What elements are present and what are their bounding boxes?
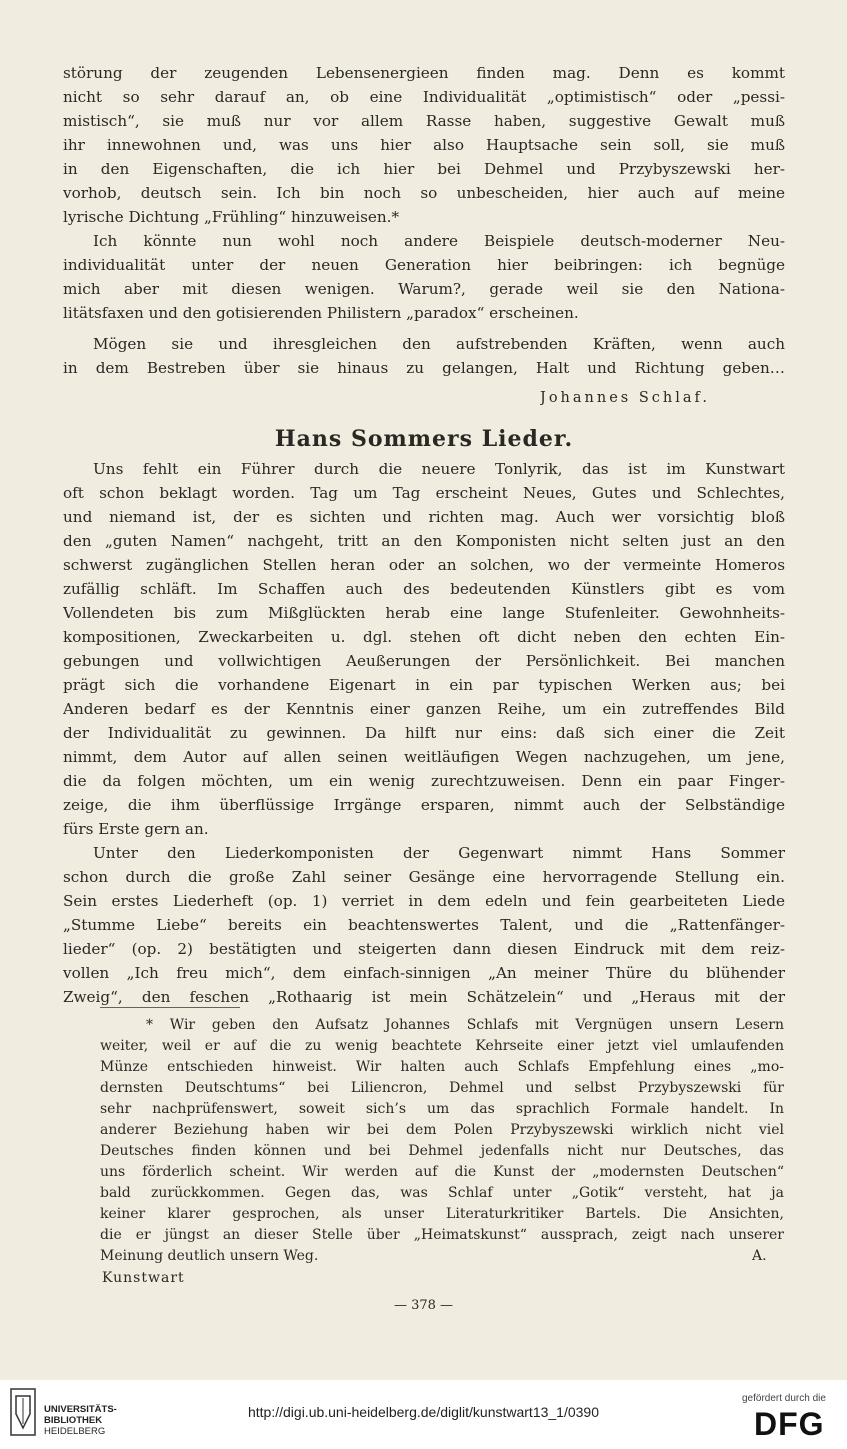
footnote-line: weiter, weil er auf die zu wenig beachtete Kehrseite einer jetzt viel umlaufenden	[100, 1038, 784, 1054]
text-line: und niemand ist, der es sichten und richten mag. Auch wer vorsichtig bloß	[63, 508, 785, 526]
text-line: individualität unter der neuen Generation hier beibringen: ich begnüge	[63, 256, 785, 274]
text-line: vollen „Ich freu mich“, dem einfach-sinnigen „An meiner Thüre du blühender	[63, 964, 785, 982]
institution-line: UNIVERSITÄTS-	[44, 1404, 117, 1415]
text-line: nimmt, dem Autor auf allen seinen weitläufigen Wegen nachzugehen, um jene,	[63, 748, 785, 766]
footnote-line: Deutsches finden können und bei Dehmel jedenfalls nicht nur Deutsches, das	[100, 1143, 784, 1159]
author-signature: Johannes Schlaf.	[540, 390, 710, 406]
footnote-line: die er jüngst an dieser Stelle über „Heimatskunst“ aussprach, zeigt nach unserer	[100, 1227, 784, 1243]
text-line: lyrische Dichtung „Frühling“ hinzuweisen.*	[63, 208, 400, 226]
text-line: prägt sich die vorhandene Eigenart in ein par typischen Werken aus; bei	[63, 676, 785, 694]
text-line: vorhob, deutsch sein. Ich bin noch so unbescheiden, hier auch auf meine	[63, 184, 785, 202]
text-line: Mögen sie und ihresgleichen den aufstrebenden Kräften, wenn auch	[93, 335, 785, 353]
text-line: der Individualität zu gewinnen. Da hilft nur eins: daß sich einer die Zeit	[63, 724, 785, 742]
text-line: Ich könnte nun wohl noch andere Beispiele deutsch-moderner Neu-	[93, 232, 785, 250]
text-line: zeige, die ihm überflüssige Irrgänge ersparen, nimmt auch der Selbständige	[63, 796, 785, 814]
text-line: lieder“ (op. 2) bestätigten und steigerten dann diesen Eindruck mit dem reiz-	[63, 940, 785, 958]
text-line: in dem Bestreben über sie hinaus zu gelangen, Halt und Richtung geben…	[63, 359, 785, 377]
text-line: zufällig schläft. Im Schaffen auch des bedeutenden Künstlers gibt es vom	[63, 580, 785, 598]
funding-note: gefördert durch die	[742, 1393, 826, 1404]
text-line: fürs Erste gern an.	[63, 820, 209, 838]
text-line: mistisch“, sie muß nur vor allem Rasse haben, suggestive Gewalt muß	[63, 112, 785, 130]
footnote-line: anderer Beziehung haben wir bei dem Polen Przybyszewski wirklich nicht viel	[100, 1122, 784, 1138]
dfg-logo: DFG	[754, 1406, 825, 1442]
footnote-divider	[100, 1007, 240, 1008]
text-line: den „guten Namen“ nachgeht, tritt an den Komponisten nicht selten just an den	[63, 532, 785, 550]
footnote-line: bald zurückkommen. Gegen das, was Schlaf unter „Gotik“ versteht, hat ja	[100, 1185, 784, 1201]
text-line: die da folgen möchten, um ein wenig zurechtzuweisen. Denn ein paar Finger-	[63, 772, 785, 790]
text-line: Anderen bedarf es der Kenntnis einer ganzen Reihe, um ein zutreffendes Bild	[63, 700, 785, 718]
text-line: mich aber mit diesen wenigen. Warum?, gerade weil sie den Nationa-	[63, 280, 785, 298]
text-line: nicht so sehr darauf an, ob eine Individualität „optimistisch“ oder „pessi-	[63, 88, 785, 106]
footnote-line: dernsten Deutschtums“ bei Liliencron, Dehmel und selbst Przybyszewski für	[100, 1080, 784, 1096]
institution-line: HEIDELBERG	[44, 1426, 106, 1437]
article-heading: Hans Sommers Lieder.	[274, 426, 574, 452]
text-line: kompositionen, Zweckarbeiten u. dgl. stehen oft dicht neben den echten Ein-	[63, 628, 785, 646]
footnote-line: Meinung deutlich unsern Weg.	[100, 1248, 319, 1264]
text-line: oft schon beklagt worden. Tag um Tag erscheint Neues, Gutes und Schlechtes,	[63, 484, 785, 502]
footnote-initial: A.	[752, 1248, 767, 1264]
text-line: „Stumme Liebe“ bereits ein beachtenswertes Talent, und die „Rattenfänger-	[63, 916, 785, 934]
text-line: in den Eigenschaften, die ich hier bei Dehmel und Przybyszewski her-	[63, 160, 785, 178]
footnote-line: uns förderlich scheint. Wir werden auf die Kunst der „modernsten Deutschen“	[100, 1164, 784, 1180]
footnote-line: * Wir geben den Aufsatz Johannes Schlafs mit Vergnügen unsern Lesern	[146, 1017, 784, 1033]
text-line: litätsfaxen und den gotisierenden Philistern „paradox“ erscheinen.	[63, 304, 579, 322]
footnote-line: keiner klarer gesprochen, als unser Literaturkritiker Bartels. Die Ansichten,	[100, 1206, 784, 1222]
journal-name: Kunstwart	[102, 1270, 185, 1286]
text-line: schon durch die große Zahl seiner Gesänge eine hervorragende Stellung ein.	[63, 868, 785, 886]
text-line: Unter den Liederkomponisten der Gegenwart nimmt Hans Sommer	[93, 844, 785, 862]
text-line: gebungen und vollwichtigen Aeußerungen der Persönlichkeit. Bei manchen	[63, 652, 785, 670]
text-line: Uns fehlt ein Führer durch die neuere Tonlyrik, das ist im Kunstwart	[93, 460, 785, 478]
text-line: störung der zeugenden Lebensenergieen finden mag. Denn es kommt	[63, 64, 785, 82]
footnote-line: sehr nachprüfenswert, soweit sich’s um das sprachlich Formale handelt. In	[100, 1101, 784, 1117]
institution-line: BIBLIOTHEK	[44, 1415, 103, 1426]
text-line: Zweig“, den feschen „Rothaarig ist mein Schätzelein“ und „Heraus mit der	[63, 988, 785, 1006]
page-number: — 378 —	[393, 1298, 454, 1313]
text-line: schwerst zugänglichen Stellen heran oder an solchen, wo der vermeinte Homeros	[63, 556, 785, 574]
footnote-line: Münze entschieden hinweist. Wir halten auch Schlafs Empfehlung eines „mo-	[100, 1059, 784, 1075]
text-line: Vollendeten bis zum Mißglückten herab eine lange Stufenleiter. Gewohnheits-	[63, 604, 785, 622]
text-line: ihr innewohnen und, was uns hier also Hauptsache sein soll, sie muß	[63, 136, 785, 154]
source-url-link[interactable]: http://digi.ub.uni-heidelberg.de/diglit/kunstwart13_1/0390	[247, 1404, 600, 1420]
text-line: Sein erstes Liederheft (op. 1) verriet in dem edeln und fein gearbeiteten Liede	[63, 892, 785, 910]
